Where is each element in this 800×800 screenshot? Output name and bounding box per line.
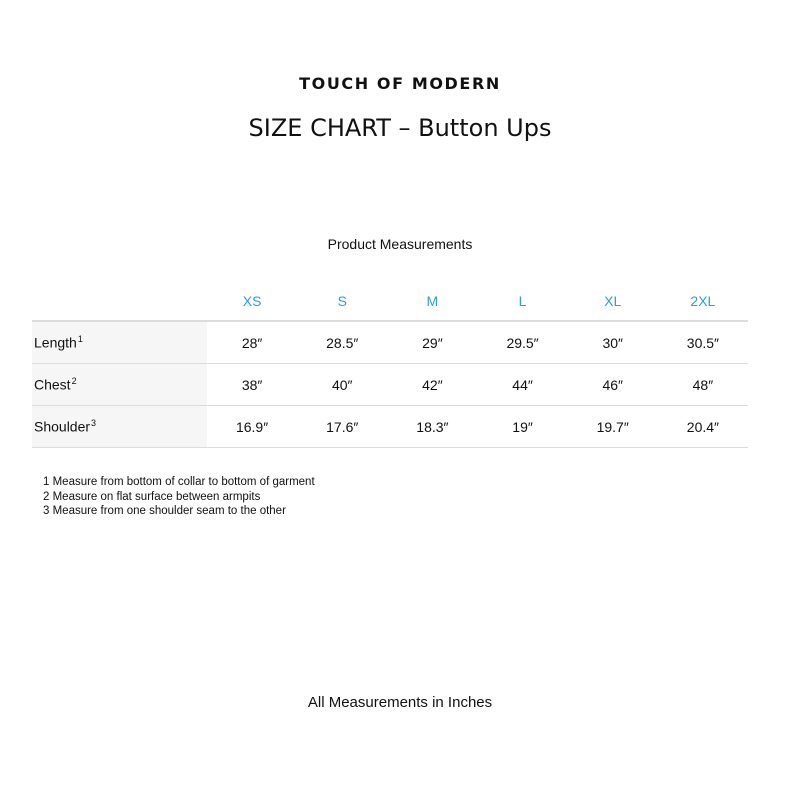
- measurement-cell: 40″: [297, 364, 387, 406]
- brand-logo: TOUCH OF MODERN: [299, 74, 501, 93]
- size-header: 2XL: [658, 282, 748, 321]
- footnote-marker: 3: [91, 418, 97, 429]
- measurement-cell: 42″: [387, 364, 477, 406]
- measurement-cell: 20.4″: [658, 406, 748, 448]
- size-header-row: [32, 282, 748, 321]
- table-subtitle: Product Measurements: [327, 236, 473, 252]
- measurement-cell: 38″: [207, 364, 297, 406]
- table-row: [32, 321, 748, 364]
- measurement-cell: 28″: [207, 321, 297, 364]
- measurement-cell: 29″: [387, 321, 477, 364]
- table-row: [32, 406, 748, 448]
- row-label-length: [32, 321, 207, 364]
- measurement-cell: 19″: [477, 406, 567, 448]
- size-header: S: [297, 282, 387, 321]
- measurement-cell: 30″: [568, 321, 658, 364]
- footnote-marker: 2: [71, 376, 77, 387]
- footnote-marker: 1: [77, 334, 83, 345]
- measurement-cell: 44″: [477, 364, 567, 406]
- measurement-cell: 30.5″: [658, 321, 748, 364]
- measurement-cell: 19.7″: [568, 406, 658, 448]
- size-header: XS: [207, 282, 297, 321]
- size-header: L: [477, 282, 567, 321]
- size-header: XL: [568, 282, 658, 321]
- table-row: [32, 364, 748, 406]
- measurement-cell: 17.6″: [297, 406, 387, 448]
- measurement-cell: 46″: [568, 364, 658, 406]
- footnote: 3 Measure from one shoulder seam to the other: [43, 505, 286, 517]
- measurement-cell: 29.5″: [477, 321, 567, 364]
- size-chart-table: [32, 282, 748, 448]
- row-label-chest: [32, 364, 207, 406]
- footnote: 1 Measure from bottom of collar to bottom of garment: [43, 476, 315, 488]
- row-label-text: Length: [34, 334, 77, 351]
- measurement-cell: 48″: [658, 364, 748, 406]
- measurement-cell: 28.5″: [297, 321, 387, 364]
- footnote: 2 Measure on flat surface between armpits: [43, 490, 261, 503]
- measurement-cell: 16.9″: [207, 406, 297, 448]
- units-note: All Measurements in Inches: [307, 694, 493, 711]
- header-corner-cell: [32, 282, 207, 321]
- row-label-text: Shoulder: [34, 418, 91, 435]
- size-header: M: [387, 282, 477, 321]
- footnotes: [43, 475, 315, 519]
- row-label-text: Chest: [34, 376, 71, 393]
- page-title: SIZE CHART – Button Ups: [248, 114, 552, 142]
- measurement-cell: 18.3″: [387, 406, 477, 448]
- row-label-shoulder: [32, 406, 207, 448]
